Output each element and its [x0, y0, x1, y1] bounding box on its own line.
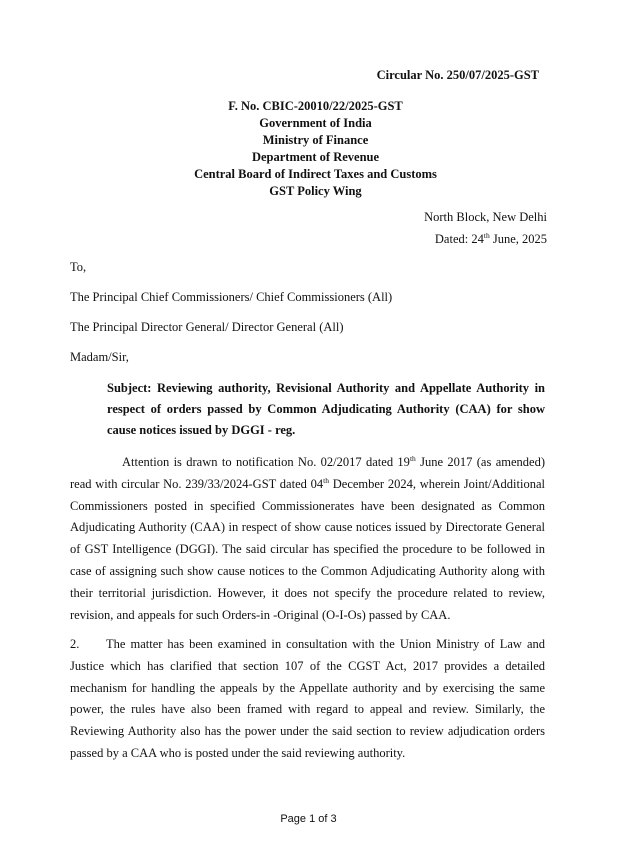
place: North Block, New Delhi [424, 210, 547, 224]
circular-number: Circular No. 250/07/2025-GST [376, 68, 539, 82]
file-number: F. No. CBIC-20010/22/2025-GST [228, 99, 403, 113]
page-total: 3 [330, 813, 337, 825]
department-line: Department of Revenue [251, 150, 380, 164]
page-word: Page [280, 813, 310, 825]
para1-sup-1: th [409, 453, 416, 463]
ministry-line: Ministry of Finance [262, 133, 369, 147]
to-line: To, [70, 260, 87, 274]
addressee-2: The Principal Director General/ Director General (All) [70, 320, 344, 334]
wing-line: GST Policy Wing [269, 184, 362, 198]
government-line: Government of India [259, 116, 372, 130]
date-superscript: th [483, 230, 490, 240]
paragraph-number: 2. [70, 637, 80, 651]
page-footer [0, 813, 617, 825]
board-line: Central Board of Indirect Taxes and Customs [194, 167, 437, 181]
para1-text-3: December 2024, wherein Joint/Additional Commissioners posted in specified Commissionerates have been designated as Common Adjudicating Authority (CAA) in respect of show cause notices issued by Directorate General of GST Intelligence (DGGI). The said circular has specified the procedure to be followed in case of assigning such show cause notices to the Common Adjudicating Authority along with their territorial jurisdiction. However, it does not specify the procedure related to review, revision, and appeals for such Orders-in -Original (O-I-Os) passed by CAA. [70, 476, 545, 622]
date-prefix: Dated: 24 [434, 232, 484, 246]
paragraph-2 [70, 634, 545, 765]
date [424, 228, 547, 250]
addressee-1: The Principal Chief Commissioners/ Chief Commissioners (All) [70, 290, 393, 304]
page-of: of [315, 813, 331, 825]
place-date-block [424, 206, 547, 250]
page-current: 1 [309, 813, 316, 825]
para2-text: The matter has been examined in consultation with the Union Ministry of Law and Justice which has clarified that section 107 of the CGST Act, 2017 provides a detailed mechanism for handling the appeals by the Appellate authority and by exercising the same power, the rules have also been framed with regard to appeal and review. Similarly, the Reviewing Authority also has the power under the said section to review adjudication orders passed by a CAA who is posted under the said reviewing authority. [70, 637, 545, 760]
subject-line: Subject: Reviewing authority, Revisional Authority and Appellate Authority in respect of orders passed by Common Adjudicating Authority (CAA) for show cause notices issued by DGGI - reg. [107, 381, 545, 437]
para1-text-1: Attention is drawn to notification No. 02/2017 dated 19 [122, 455, 410, 469]
salutation: Madam/Sir, [70, 350, 129, 364]
para1-text-2: June 2017 (as amended) read with circular No. 239/33/2024-GST dated 04 [70, 455, 545, 491]
para1-sup-2: th [323, 475, 329, 485]
letterhead [0, 98, 617, 200]
date-suffix: June, 2025 [489, 232, 547, 246]
paragraph-1 [70, 452, 545, 626]
